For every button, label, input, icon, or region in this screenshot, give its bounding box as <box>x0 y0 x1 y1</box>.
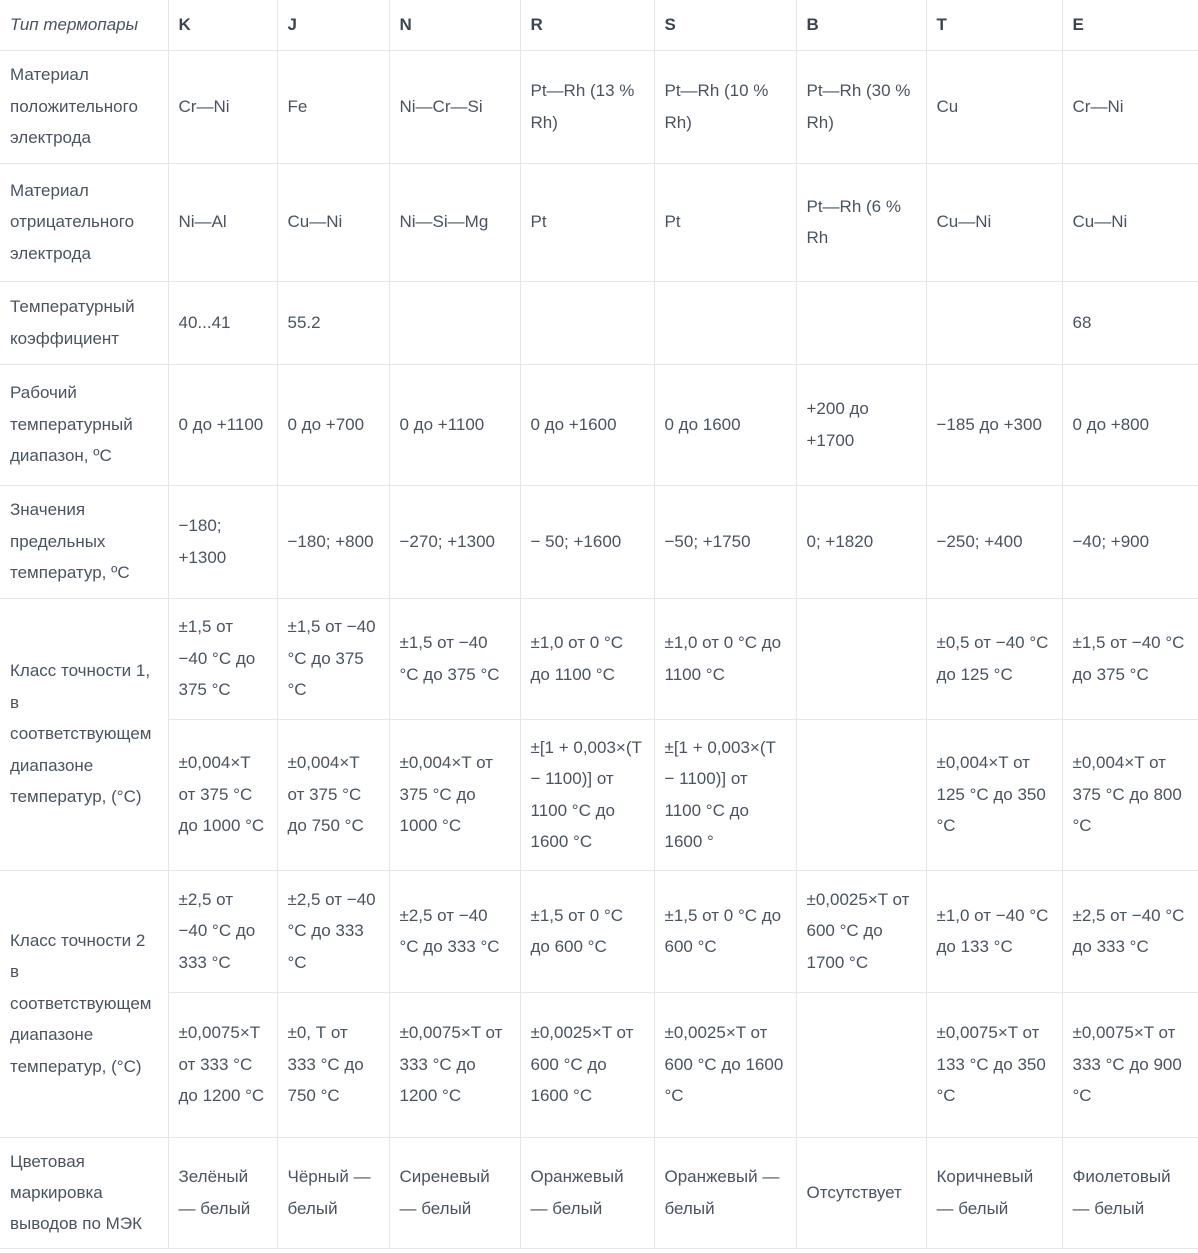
cell-accuracy1a-s: ±1,0 от 0 °C до 1100 °C <box>654 598 796 719</box>
cell-accuracy2a-e: ±2,5 от −40 °C до 333 °C <box>1062 870 1198 992</box>
cell-temp-coefficient-e: 68 <box>1062 281 1198 364</box>
cell-positive-electrode-k: Cr—Ni <box>168 50 277 163</box>
cell-accuracy1a-b <box>796 598 926 719</box>
cell-accuracy2a-k: ±2,5 от −40 °C до 333 °C <box>168 870 277 992</box>
row-label-temp-coefficient: Температурный коэффициент <box>0 281 168 364</box>
cell-accuracy2a-r: ±1,5 от 0 °C до 600 °C <box>520 870 654 992</box>
row-accuracy-class-1-a <box>0 598 1198 719</box>
cell-positive-electrode-j: Fe <box>277 50 389 163</box>
row-limit-temperatures <box>0 485 1198 598</box>
cell-accuracy2a-n: ±2,5 от −40 °C до 333 °C <box>389 870 520 992</box>
cell-accuracy2b-n: ±0,0075×T от 333 °C до 1200 °C <box>389 992 520 1137</box>
cell-color-marking-e: Фиолетовый — белый <box>1062 1137 1198 1248</box>
cell-limit-temperatures-k: −180; +1300 <box>168 485 277 598</box>
cell-color-marking-n: Сиреневый — белый <box>389 1137 520 1248</box>
cell-color-marking-b: Отсутствует <box>796 1137 926 1248</box>
cell-accuracy1b-b <box>796 719 926 870</box>
row-label-accuracy-class-2: Класс точности 2 в соответствующем диапазоне температур, (°С) <box>0 870 168 1137</box>
cell-negative-electrode-r: Pt <box>520 163 654 281</box>
cell-limit-temperatures-b: 0; +1820 <box>796 485 926 598</box>
cell-positive-electrode-s: Pt—Rh (10 % Rh) <box>654 50 796 163</box>
cell-accuracy1b-s: ±[1 + 0,003×(T − 1100)] от 1100 °C до 1600 ° <box>654 719 796 870</box>
col-header-k: K <box>168 0 277 50</box>
cell-limit-temperatures-s: −50; +1750 <box>654 485 796 598</box>
row-negative-electrode <box>0 163 1198 281</box>
cell-accuracy2a-b: ±0,0025×T от 600 °C до 1700 °C <box>796 870 926 992</box>
cell-working-range-e: 0 до +800 <box>1062 364 1198 485</box>
cell-accuracy1b-j: ±0,004×T от 375 °C до 750 °C <box>277 719 389 870</box>
cell-accuracy1a-t: ±0,5 от −40 °C до 125 °C <box>926 598 1062 719</box>
cell-negative-electrode-t: Cu—Ni <box>926 163 1062 281</box>
cell-limit-temperatures-r: − 50; +1600 <box>520 485 654 598</box>
cell-temp-coefficient-k: 40...41 <box>168 281 277 364</box>
corner-header-thermocouple-type: Тип термопары <box>0 0 168 50</box>
col-header-e: E <box>1062 0 1198 50</box>
cell-accuracy1a-n: ±1,5 от −40 °C до 375 °C <box>389 598 520 719</box>
col-header-s: S <box>654 0 796 50</box>
cell-accuracy2b-r: ±0,0025×T от 600 °C до 1600 °C <box>520 992 654 1137</box>
row-label-color-marking: Цветовая маркировка выводов по МЭК <box>0 1137 168 1248</box>
row-label-negative-electrode: Материал отрицательного электрода <box>0 163 168 281</box>
cell-accuracy2a-t: ±1,0 от −40 °C до 133 °C <box>926 870 1062 992</box>
row-temp-coefficient <box>0 281 1198 364</box>
row-label-limit-temperatures: Значения предельных температур, ºС <box>0 485 168 598</box>
cell-accuracy1a-e: ±1,5 от −40 °C до 375 °C <box>1062 598 1198 719</box>
cell-limit-temperatures-e: −40; +900 <box>1062 485 1198 598</box>
cell-working-range-n: 0 до +1100 <box>389 364 520 485</box>
cell-accuracy2b-e: ±0,0075×T от 333 °C до 900 °C <box>1062 992 1198 1137</box>
row-label-accuracy-class-1: Класс точности 1, в соответствующем диапазоне температур, (°С) <box>0 598 168 870</box>
cell-temp-coefficient-j: 55.2 <box>277 281 389 364</box>
cell-accuracy1a-r: ±1,0 от 0 °C до 1100 °C <box>520 598 654 719</box>
cell-negative-electrode-k: Ni—Al <box>168 163 277 281</box>
cell-working-range-k: 0 до +1100 <box>168 364 277 485</box>
cell-working-range-t: −185 до +300 <box>926 364 1062 485</box>
cell-accuracy2b-s: ±0,0025×T от 600 °C до 1600 °C <box>654 992 796 1137</box>
cell-accuracy2b-t: ±0,0075×T от 133 °C до 350 °C <box>926 992 1062 1137</box>
cell-negative-electrode-b: Pt—Rh (6 % Rh <box>796 163 926 281</box>
cell-working-range-j: 0 до +700 <box>277 364 389 485</box>
cell-limit-temperatures-n: −270; +1300 <box>389 485 520 598</box>
cell-working-range-r: 0 до +1600 <box>520 364 654 485</box>
cell-positive-electrode-r: Pt—Rh (13 % Rh) <box>520 50 654 163</box>
col-header-r: R <box>520 0 654 50</box>
row-color-marking <box>0 1137 1198 1248</box>
cell-accuracy1b-n: ±0,004×T от 375 °C до 1000 °C <box>389 719 520 870</box>
cell-temp-coefficient-t <box>926 281 1062 364</box>
cell-color-marking-r: Оранжевый — белый <box>520 1137 654 1248</box>
cell-temp-coefficient-s <box>654 281 796 364</box>
cell-accuracy1b-e: ±0,004×T от 375 °C до 800 °C <box>1062 719 1198 870</box>
row-working-range <box>0 364 1198 485</box>
cell-accuracy1b-k: ±0,004×T от 375 °C до 1000 °C <box>168 719 277 870</box>
cell-limit-temperatures-t: −250; +400 <box>926 485 1062 598</box>
cell-limit-temperatures-j: −180; +800 <box>277 485 389 598</box>
row-label-working-range: Рабочий температурный диапазон, ºС <box>0 364 168 485</box>
cell-working-range-b: +200 до +1700 <box>796 364 926 485</box>
cell-positive-electrode-b: Pt—Rh (30 % Rh) <box>796 50 926 163</box>
cell-accuracy1a-k: ±1,5 от −40 °C до 375 °C <box>168 598 277 719</box>
row-accuracy-class-2-a <box>0 870 1198 992</box>
cell-accuracy2b-b <box>796 992 926 1137</box>
col-header-j: J <box>277 0 389 50</box>
cell-temp-coefficient-r <box>520 281 654 364</box>
cell-color-marking-s: Оранжевый — белый <box>654 1137 796 1248</box>
cell-temp-coefficient-b <box>796 281 926 364</box>
cell-accuracy2a-j: ±2,5 от −40 °C до 333 °C <box>277 870 389 992</box>
cell-accuracy2b-k: ±0,0075×T от 333 °C до 1200 °C <box>168 992 277 1137</box>
row-accuracy-class-2-b <box>0 992 1198 1137</box>
cell-negative-electrode-n: Ni—Si—Mg <box>389 163 520 281</box>
col-header-n: N <box>389 0 520 50</box>
header-row <box>0 0 1198 50</box>
cell-positive-electrode-t: Cu <box>926 50 1062 163</box>
cell-accuracy2b-j: ±0, Т от 333 °C до 750 °C <box>277 992 389 1137</box>
cell-negative-electrode-e: Cu—Ni <box>1062 163 1198 281</box>
row-label-positive-electrode: Материал положительного электрода <box>0 50 168 163</box>
cell-accuracy1a-j: ±1,5 от −40 °C до 375 °C <box>277 598 389 719</box>
cell-temp-coefficient-n <box>389 281 520 364</box>
cell-positive-electrode-e: Cr—Ni <box>1062 50 1198 163</box>
cell-accuracy1b-r: ±[1 + 0,003×(T − 1100)] от 1100 °C до 1600 °C <box>520 719 654 870</box>
col-header-b: B <box>796 0 926 50</box>
row-accuracy-class-1-b <box>0 719 1198 870</box>
cell-negative-electrode-s: Pt <box>654 163 796 281</box>
cell-positive-electrode-n: Ni—Cr—Si <box>389 50 520 163</box>
row-positive-electrode <box>0 50 1198 163</box>
cell-color-marking-j: Чёрный — белый <box>277 1137 389 1248</box>
cell-color-marking-k: Зелёный — белый <box>168 1137 277 1248</box>
cell-negative-electrode-j: Cu—Ni <box>277 163 389 281</box>
cell-working-range-s: 0 до 1600 <box>654 364 796 485</box>
cell-accuracy2a-s: ±1,5 от 0 °C до 600 °C <box>654 870 796 992</box>
col-header-t: T <box>926 0 1062 50</box>
cell-color-marking-t: Коричневый — белый <box>926 1137 1062 1248</box>
cell-accuracy1b-t: ±0,004×T от 125 °C до 350 °C <box>926 719 1062 870</box>
